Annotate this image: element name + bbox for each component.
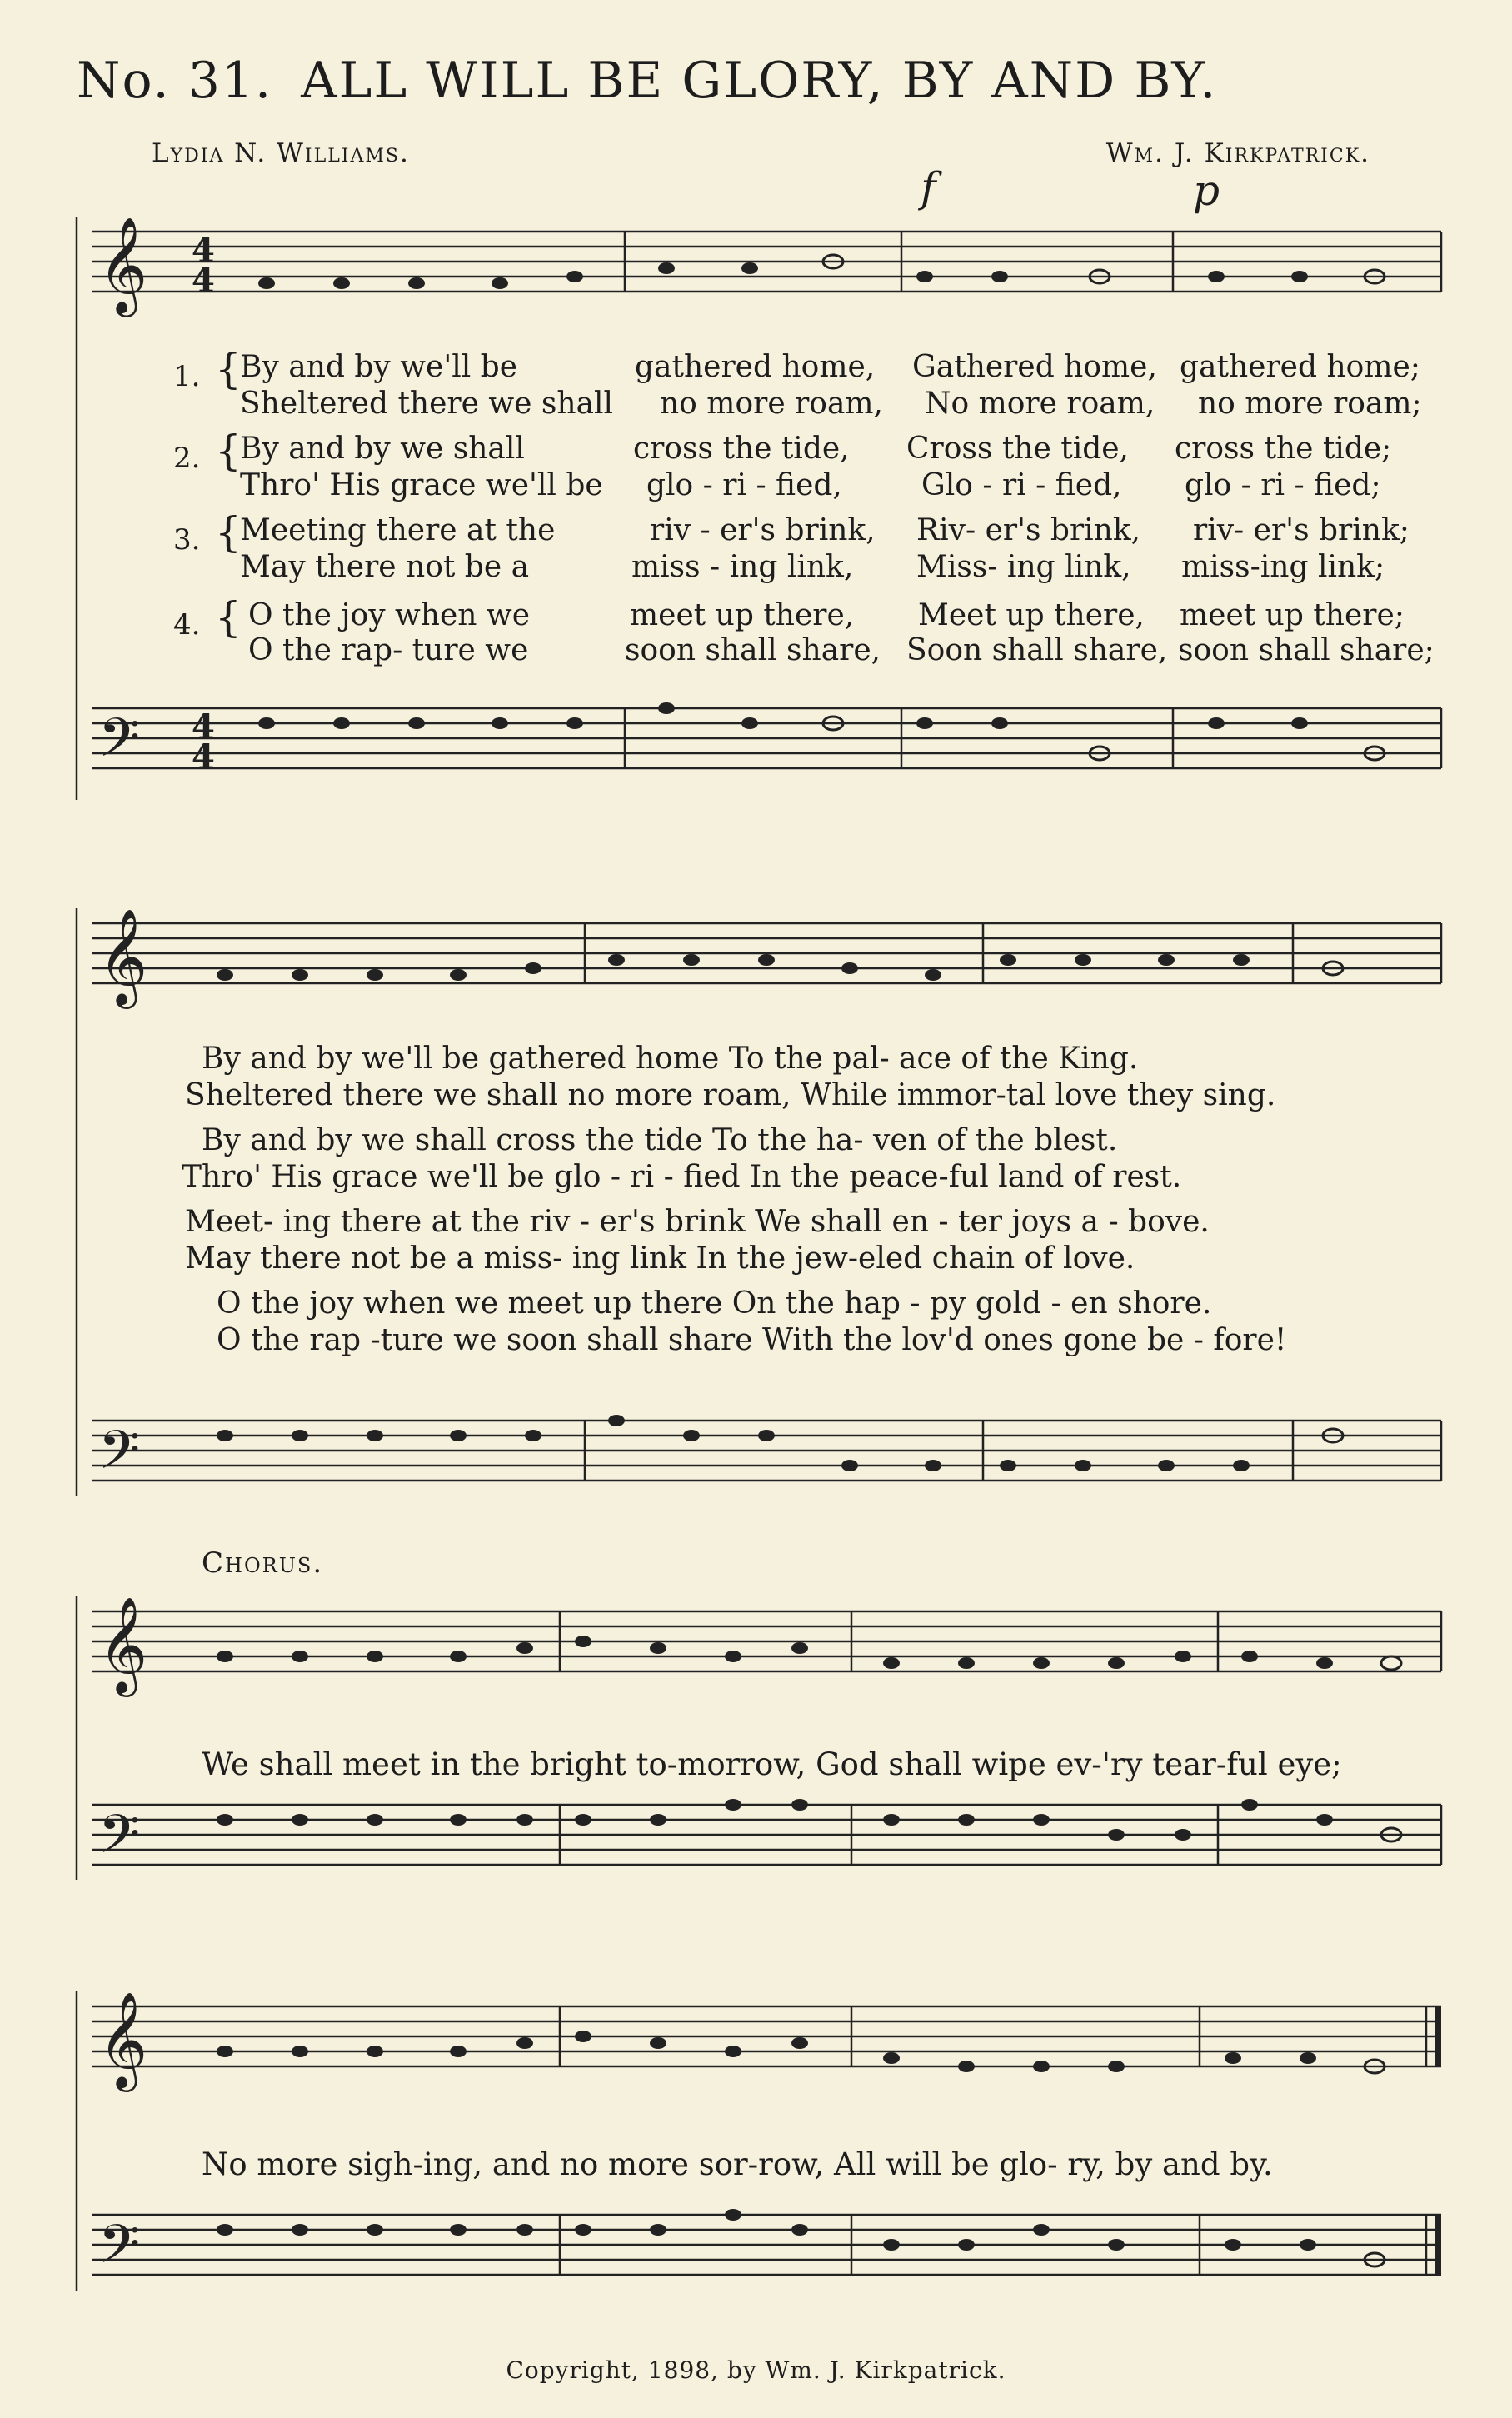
lyric-line: Meet- ing there at the riv - er's brink We shall en - ter joys a - bove. bbox=[185, 1205, 1210, 1239]
music-system-4 bbox=[0, 1991, 1512, 2333]
lyric-line: By and by we'll be gathered home To the pal- ace of the King. bbox=[202, 1042, 1139, 1076]
chorus-line-2: No more sigh-ing, and no more sor-row, All will be glo- ry, by and by. bbox=[202, 2146, 1273, 2182]
hymn-title-line bbox=[77, 52, 1217, 110]
svg-text:𝄞: 𝄞 bbox=[98, 908, 148, 1005]
lyricist-credit: Lydia N. Williams. bbox=[152, 138, 410, 168]
verse-number: 2. bbox=[173, 442, 201, 475]
verse-number: 4. bbox=[173, 608, 201, 642]
verse-number: 1. bbox=[173, 360, 201, 393]
hymn-number: No. 31. bbox=[77, 52, 273, 110]
music-system-1: 𝄞 𝄢 4 4 4 4 1. { By and by we'll be gathered home, Gathered home, gathered home; Sheltered there we shall no more roam, No more roam, no more roam; 2. { By and by we shall cross the tide, Cross the tide, cross the tide; Thro' His grace we'll be glo - ri - fied, Glo - ri - fied, glo - ri - fied; 3. { Meeting there at the riv - er's brink, Riv- er's brink, riv- er's brink; May there not be a miss - ing link, Miss- ing link, miss-ing link; 4. { O the joy when we meet up there, Meet up there, meet up there; O the rap- ture we soon shall share, Soon shall share, soon shall share; bbox=[0, 217, 1512, 817]
svg-text:𝄞: 𝄞 bbox=[98, 217, 148, 313]
svg-text:𝄢: 𝄢 bbox=[98, 2214, 141, 2289]
copyright-notice: Copyright, 1898, by Wm. J. Kirkpatrick. bbox=[506, 2356, 1006, 2384]
svg-text:𝄢: 𝄢 bbox=[98, 1420, 141, 1495]
music-system-3 bbox=[0, 1596, 1512, 1913]
chorus-line-1: We shall meet in the bright to-morrow, God shall wipe ev-'ry tear-ful eye; bbox=[202, 1746, 1342, 1782]
svg-text:4: 4 bbox=[192, 261, 215, 300]
hymn-title: ALL WILL BE GLORY, BY AND BY. bbox=[301, 52, 1218, 110]
dynamic-forte: f bbox=[921, 163, 936, 212]
svg-text:𝄞: 𝄞 bbox=[98, 1991, 148, 2088]
svg-text:𝄢: 𝄢 bbox=[98, 1804, 141, 1879]
verse-number: 3. bbox=[173, 523, 201, 557]
lyric-line: O the joy when we meet up there On the hap - py gold - en shore. bbox=[217, 1286, 1212, 1321]
svg-text:4: 4 bbox=[192, 231, 215, 270]
svg-text:4: 4 bbox=[192, 707, 215, 747]
lyric-line: Sheltered there we shall no more roam, While immor-tal love they sing. bbox=[185, 1078, 1276, 1112]
lyric-line: Thro' His grace we'll be glo - ri - fied In the peace-ful land of rest. bbox=[182, 1160, 1182, 1194]
svg-text:𝄢: 𝄢 bbox=[98, 707, 141, 782]
chorus-label: Chorus. bbox=[202, 1546, 324, 1580]
lyric-line: By and by we shall cross the tide To the ha- ven of the blest. bbox=[202, 1123, 1118, 1157]
lyric-line: O the rap -ture we soon shall share With the lov'd ones gone be - fore! bbox=[217, 1323, 1287, 1357]
svg-text:𝄞: 𝄞 bbox=[98, 1596, 148, 1693]
music-system-2 bbox=[0, 908, 1512, 1525]
composer-credit: Wm. J. Kirkpatrick. bbox=[1105, 138, 1370, 168]
lyric-line: May there not be a miss- ing link In the jew-eled chain of love. bbox=[185, 1241, 1135, 1276]
svg-text:4: 4 bbox=[192, 737, 215, 777]
dynamic-piano: p bbox=[1193, 167, 1220, 215]
